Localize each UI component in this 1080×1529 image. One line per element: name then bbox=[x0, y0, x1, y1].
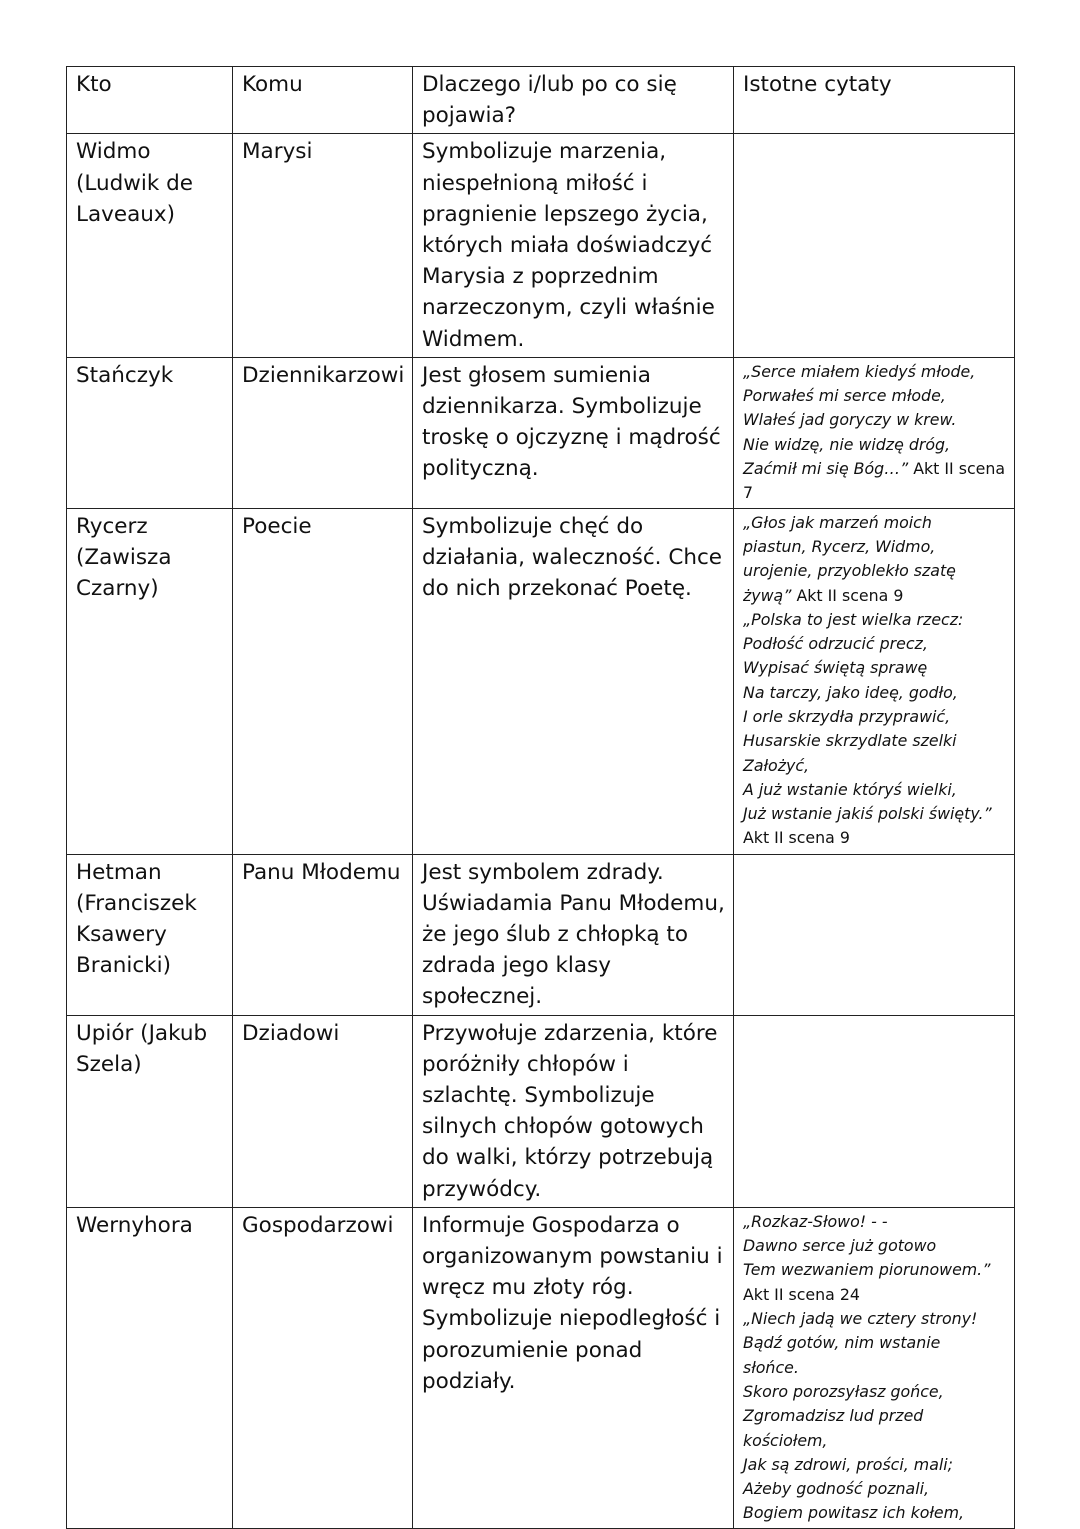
kto-line: Szela) bbox=[76, 1051, 142, 1077]
cell-dlaczego: Jest symbolem zdrady. Uświadamia Panu Młodemu, że jego ślub z chłopką to zdrada jego klasy społecznej. bbox=[413, 854, 734, 1015]
quote-text: Tem wezwaniem piorunowem.” bbox=[743, 1260, 991, 1280]
quote-text: Dawno serce już gotowo bbox=[743, 1236, 937, 1256]
quote-line bbox=[743, 1258, 1006, 1282]
quote-text: „Serce miałem kiedyś młode, bbox=[743, 361, 976, 381]
quote-text: Akt II scena 9 bbox=[743, 828, 850, 848]
cell-komu: Dziadowi bbox=[233, 1015, 413, 1207]
characters-table bbox=[66, 66, 1015, 1529]
quote-line bbox=[743, 535, 1006, 559]
cell-komu: Gospodarzowi bbox=[233, 1207, 413, 1528]
cell-kto bbox=[67, 357, 233, 508]
cell-dlaczego: Informuje Gospodarza o organizowanym powstaniu i wręcz mu złoty róg. Symbolizuje niepodległość i porozumienie ponad podziały. bbox=[413, 1207, 734, 1528]
cell-kto bbox=[67, 1207, 233, 1528]
cell-kto bbox=[67, 1015, 233, 1207]
kto-line: Stańczyk bbox=[76, 362, 174, 388]
kto-line: Laveaux) bbox=[76, 201, 176, 227]
kto-line: Hetman bbox=[76, 859, 162, 885]
quote-line bbox=[743, 1234, 1006, 1258]
header-row bbox=[67, 67, 1015, 134]
quote-text: Bądź gotów, nim wstanie bbox=[743, 1333, 941, 1353]
quote-line bbox=[743, 754, 1006, 778]
quote-line bbox=[743, 408, 1006, 432]
quote-text: Akt II scena 24 bbox=[743, 1284, 860, 1304]
table-row bbox=[67, 1015, 1015, 1207]
kto-line: Upiór (Jakub bbox=[76, 1020, 208, 1046]
kto-line: Ksawery bbox=[76, 922, 167, 948]
quote-text: Na tarczy, jako ideę, godło, bbox=[743, 682, 958, 702]
quote-text: „Polska to jest wielka rzecz: bbox=[743, 609, 964, 629]
quote-line bbox=[743, 656, 1006, 680]
quote-text: 7 bbox=[743, 483, 754, 503]
quote-line bbox=[743, 1331, 1006, 1355]
header-komu: Komu bbox=[233, 67, 413, 134]
kto-line: (Zawisza bbox=[76, 544, 172, 570]
quote-line bbox=[743, 1404, 1006, 1428]
quote-text: „Głos jak marzeń moich bbox=[743, 512, 932, 532]
quote-text: kościołem, bbox=[743, 1430, 828, 1450]
quote-text: słońce. bbox=[743, 1357, 799, 1377]
cell-cytaty bbox=[734, 1015, 1015, 1207]
cell-dlaczego: Przywołuje zdarzenia, które poróżniły chłopów i szlachtę. Symbolizuje silnych chłopów gotowych do walki, którzy potrzebują przywódcy. bbox=[413, 1015, 734, 1207]
quote-text: Nie widzę, nie widzę dróg, bbox=[743, 434, 951, 454]
quote-text: I orle skrzydła przyprawić, bbox=[743, 706, 951, 726]
quote-line bbox=[743, 1380, 1006, 1404]
quote-text: Podłość odrzucić precz, bbox=[743, 634, 928, 654]
quote-text: „Rozkaz-Słowo! - - bbox=[743, 1211, 888, 1231]
quote-text: A już wstanie któryś wielki, bbox=[743, 779, 957, 799]
quote-line bbox=[743, 584, 1006, 608]
quote-text: Zgromadzisz lud przed bbox=[743, 1406, 924, 1426]
quote-text: Skoro porozsyłasz gońce, bbox=[743, 1381, 944, 1401]
quote-line bbox=[743, 608, 1006, 632]
cell-komu: Poecie bbox=[233, 508, 413, 854]
quote-text: Husarskie skrzydlate szelki bbox=[743, 731, 957, 751]
quote-line bbox=[743, 1283, 1006, 1307]
kto-line: (Ludwik de bbox=[76, 170, 193, 196]
quote-line bbox=[743, 681, 1006, 705]
quote-line bbox=[743, 1210, 1006, 1234]
cell-cytaty bbox=[734, 508, 1015, 854]
cell-cytaty bbox=[734, 854, 1015, 1015]
quote-line bbox=[743, 384, 1006, 408]
kto-line: (Franciszek bbox=[76, 890, 197, 916]
quote-line bbox=[743, 778, 1006, 802]
cell-kto bbox=[67, 508, 233, 854]
table-row bbox=[67, 1207, 1015, 1528]
cell-kto bbox=[67, 854, 233, 1015]
quote-line bbox=[743, 433, 1006, 457]
quote-line bbox=[743, 1453, 1006, 1477]
cell-komu: Marysi bbox=[233, 134, 413, 357]
quote-text: Wlałeś jad goryczy w krew. bbox=[743, 410, 957, 430]
quote-line bbox=[743, 632, 1006, 656]
quote-line bbox=[743, 802, 1006, 826]
table-row bbox=[67, 134, 1015, 357]
quote-reference: Akt II scena bbox=[908, 459, 1006, 479]
quote-text: żywą” bbox=[743, 585, 792, 605]
header-cytaty: Istotne cytaty bbox=[734, 67, 1015, 134]
cell-kto bbox=[67, 134, 233, 357]
quote-line bbox=[743, 360, 1006, 384]
quote-line bbox=[743, 705, 1006, 729]
quote-reference: Akt II scena 9 bbox=[791, 585, 904, 605]
quote-line bbox=[743, 1307, 1006, 1331]
quote-line bbox=[743, 559, 1006, 583]
kto-line: Branicki) bbox=[76, 953, 171, 979]
table-row bbox=[67, 854, 1015, 1015]
cell-cytaty bbox=[734, 134, 1015, 357]
quote-line bbox=[743, 1356, 1006, 1380]
quote-line bbox=[743, 1429, 1006, 1453]
header-kto: Kto bbox=[67, 67, 233, 134]
quote-text: Ażeby godność poznali, bbox=[743, 1479, 930, 1499]
quote-line bbox=[743, 481, 1006, 505]
quote-line bbox=[743, 1501, 1006, 1525]
kto-line: Widmo bbox=[76, 139, 151, 165]
kto-line: Czarny) bbox=[76, 576, 159, 602]
quote-text: Zaćmił mi się Bóg…” bbox=[743, 459, 909, 479]
cell-dlaczego: Symbolizuje chęć do działania, waleczność. Chce do nich przekonać Poetę. bbox=[413, 508, 734, 854]
quote-line bbox=[743, 826, 1006, 850]
quote-line bbox=[743, 511, 1006, 535]
cell-dlaczego: Jest głosem sumienia dziennikarza. Symbolizuje troskę o ojczyznę i mądrość polityczną. bbox=[413, 357, 734, 508]
kto-line: Rycerz bbox=[76, 513, 148, 539]
quote-text: urojenie, przyoblekło szatę bbox=[743, 561, 956, 581]
quote-text: Wypisać świętą sprawę bbox=[743, 658, 928, 678]
kto-line: Wernyhora bbox=[76, 1212, 193, 1238]
cell-cytaty bbox=[734, 357, 1015, 508]
quote-text: piastun, Rycerz, Widmo, bbox=[743, 536, 936, 556]
cell-komu: Dziennikarzowi bbox=[233, 357, 413, 508]
header-dlaczego: Dlaczego i/lub po co się pojawia? bbox=[413, 67, 734, 134]
table-row bbox=[67, 508, 1015, 854]
quote-text: Już wstanie jakiś polski święty.” bbox=[743, 804, 992, 824]
quote-line bbox=[743, 1477, 1006, 1501]
cell-dlaczego: Symbolizuje marzenia, niespełnioną miłość i pragnienie lepszego życia, których miała doświadczyć Marysia z poprzednim narzeczonym, czyli właśnie Widmem. bbox=[413, 134, 734, 357]
quote-text: Założyć, bbox=[743, 755, 810, 775]
quote-text: Porwałeś mi serce młode, bbox=[743, 386, 946, 406]
cell-komu: Panu Młodemu bbox=[233, 854, 413, 1015]
quote-text: Bogiem powitasz ich kołem, bbox=[743, 1503, 965, 1523]
quote-line bbox=[743, 457, 1006, 481]
quote-text: „Niech jadą we cztery strony! bbox=[743, 1309, 978, 1329]
quote-line bbox=[743, 729, 1006, 753]
cell-cytaty bbox=[734, 1207, 1015, 1528]
table-row bbox=[67, 357, 1015, 508]
quote-text: Jak są zdrowi, prości, mali; bbox=[743, 1454, 953, 1474]
